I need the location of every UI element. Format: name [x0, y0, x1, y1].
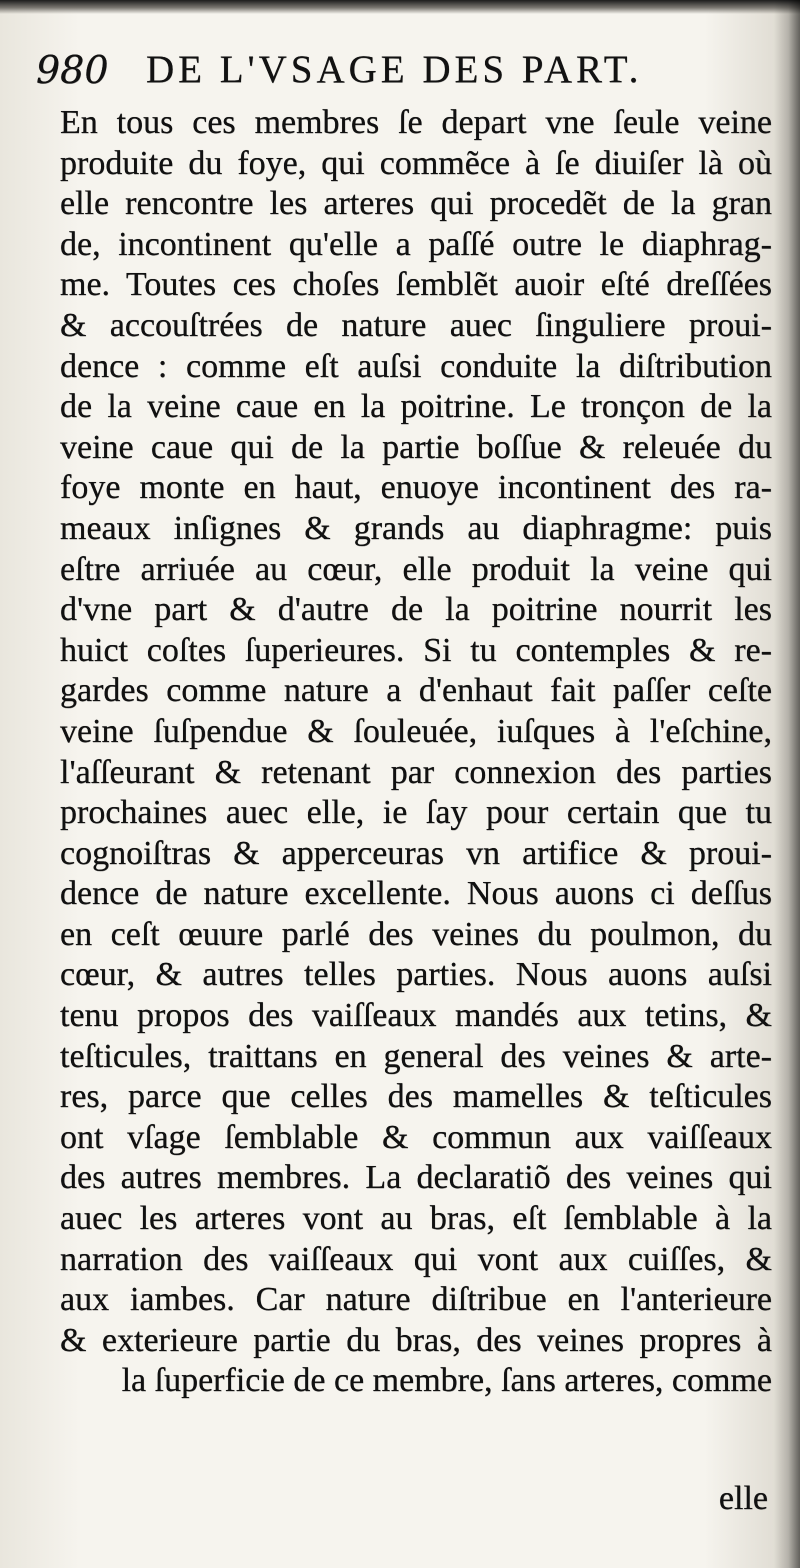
text-line: de la veine caue en la poitrine. Le tronçon de la — [60, 388, 772, 426]
text-line: d'vne part & d'autre de la poitrine nourrit les — [60, 591, 772, 629]
text-line: res, parce que celles des mamelles & teſticules — [60, 1078, 772, 1116]
body-text — [60, 103, 772, 1402]
text-line: elle rencontre les arteres qui procedẽt de la gran — [60, 185, 772, 223]
text-line: dence : comme eſt auſsi conduite la diſtribution — [60, 347, 772, 385]
text-line: veine caue qui de la partie boſſue & releuée du — [60, 428, 772, 466]
text-line: en ceſt œuure parlé des veines du poulmon, du — [60, 915, 772, 953]
page-number: 980 — [36, 48, 109, 92]
text-line: auec les arteres vont au bras, eſt ſemblable à la — [60, 1200, 772, 1238]
text-line: des autres membres. La declaratiõ des veines qui — [60, 1159, 772, 1197]
text-line: & accouſtrées de nature auec ſinguliere proui- — [60, 306, 772, 344]
text-line: aux iambes. Car nature diſtribue en l'anterieure — [60, 1281, 772, 1319]
text-line: dence de nature excellente. Nous auons ci deſſus — [60, 875, 772, 913]
text-line: prochaines auec elle, ie ſay pour certain que tu — [60, 794, 772, 832]
text-line: cognoiſtras & apperceuras vn artifice & proui- — [60, 834, 772, 872]
page-header — [36, 44, 756, 104]
text-line: teſticules, traittans en general des veines & arte- — [60, 1037, 772, 1075]
text-line: gardes comme nature a d'enhaut fait paſſer ceſte — [60, 672, 772, 710]
text-line: narration des vaiſſeaux qui vont aux cuiſſes, & — [60, 1240, 772, 1278]
text-line: En tous ces membres ſe depart vne ſeule veine — [60, 104, 772, 141]
text-line: & exterieure partie du bras, des veines propres à — [60, 1321, 772, 1359]
text-line: veine ſuſpendue & ſouleuée, iuſques à l'eſchine, — [60, 712, 772, 750]
text-line: la ſuperficie de ce membre, ſans arteres, comme — [121, 1362, 772, 1400]
text-line: tenu propos des vaiſſeaux mandés aux tetins, & — [60, 997, 772, 1035]
scan-gutter-shadow — [774, 0, 800, 1568]
text-line: l'aſſeurant & retenant par connexion des parties — [60, 753, 772, 791]
running-head: DE L'VSAGE DES PART. — [146, 48, 643, 91]
scan-top-edge — [0, 0, 800, 14]
text-line: ont vſage ſemblable & commun aux vaiſſeaux — [60, 1118, 772, 1156]
text-line: me. Toutes ces choſes ſemblẽt auoir eſté dreſſées — [60, 266, 772, 304]
text-line: eſtre arriuée au cœur, elle produit la veine qui — [60, 550, 772, 588]
text-line: meaux inſignes & grands au diaphragme: puis — [60, 509, 772, 547]
text-line: produite du foye, qui commẽce à ſe diuiſer là où — [60, 144, 772, 182]
text-line: cœur, & autres telles parties. Nous auons auſsi — [60, 956, 772, 994]
catchword: elle — [718, 1480, 768, 1517]
text-line: de, incontinent qu'elle a paſſé outre le diaphrag- — [60, 225, 772, 263]
text-line: foye monte en haut, enuoye incontinent des ra- — [60, 469, 772, 507]
text-line: huict coſtes ſuperieures. Si tu contemples & re- — [60, 631, 772, 669]
